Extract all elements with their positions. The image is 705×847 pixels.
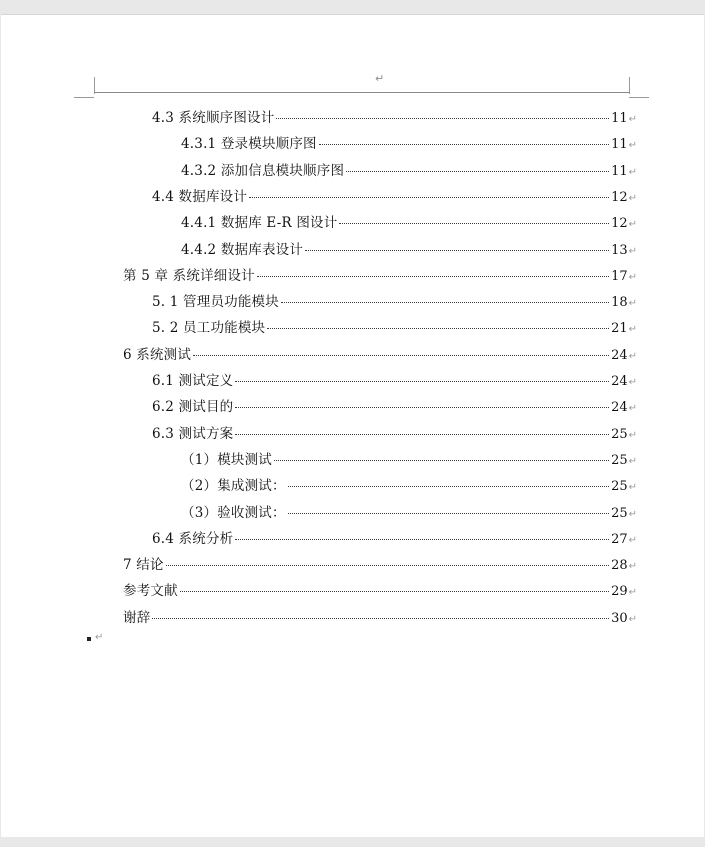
toc-entry-page-number: 18 xyxy=(611,295,628,311)
toc-entry-title: 谢辞 xyxy=(123,609,151,626)
toc-entry[interactable] xyxy=(181,474,637,495)
toc-dot-leader xyxy=(339,223,609,224)
toc-entry-title: （2）集成测试： xyxy=(181,478,286,495)
paragraph-mark: ↵ xyxy=(628,429,637,441)
toc-entry[interactable] xyxy=(181,448,637,466)
paragraph-mark: ↵ xyxy=(628,482,637,494)
toc-entry-title: 6.3 测试方案 xyxy=(152,425,234,442)
toc-entry-title: 第 5 章 系统详细设计 xyxy=(123,267,255,284)
toc-entry-title: 4.3 系统顺序图设计 xyxy=(152,110,275,126)
toc-entry-title: 4.4.1 数据库 E-R 图设计 xyxy=(181,215,338,232)
toc-entry-page-number: 24 xyxy=(611,374,628,389)
toc-entry-page-number: 24 xyxy=(611,347,628,363)
toc-entry-title: 6.4 系统分析 xyxy=(152,530,234,547)
paragraph-mark: ↵ xyxy=(628,271,637,283)
toc-entry[interactable] xyxy=(181,132,637,153)
header-paragraph-mark: ↵ xyxy=(375,72,385,85)
toc-dot-leader xyxy=(319,144,609,145)
toc-dot-leader xyxy=(235,434,609,435)
paragraph-mark: ↵ xyxy=(628,140,637,152)
toc-entry-title: （3）验收测试： xyxy=(181,504,286,521)
toc-entry[interactable] xyxy=(152,527,637,545)
toc-dot-leader xyxy=(267,328,609,329)
toc-entry-page-number: 25 xyxy=(611,452,628,468)
toc-entry-title: 6 系统测试 xyxy=(123,346,192,363)
toc-entry-title: 4.4 数据库设计 xyxy=(152,188,248,205)
paragraph-mark: ↵ xyxy=(628,455,637,467)
paragraph-mark: ↵ xyxy=(628,403,637,415)
paragraph-mark: ↵ xyxy=(628,324,637,336)
toc-dot-leader xyxy=(276,118,609,119)
toc-entry-page-number: 25 xyxy=(611,479,628,495)
header-border-line xyxy=(94,92,630,93)
paragraph-mark: ↵ xyxy=(628,114,637,125)
toc-dot-leader xyxy=(288,486,609,487)
toc-entry-page-number: 12 xyxy=(611,216,628,232)
toc-entry-page-number: 25 xyxy=(611,505,628,521)
paragraph-mark: ↵ xyxy=(628,245,637,257)
toc-entry-title: 4.4.2 数据库表设计 xyxy=(181,241,304,258)
paragraph-mark: ↵ xyxy=(628,613,637,625)
toc-entry-title: 4.3.2 添加信息模块顺序图 xyxy=(181,162,345,179)
toc-entry-title: 5. 2 员工功能模块 xyxy=(152,320,266,337)
toc-entry-page-number: 30 xyxy=(611,610,628,626)
toc-entry-title: 6.1 测试定义 xyxy=(152,373,234,389)
paragraph-mark: ↵ xyxy=(628,192,637,204)
bullet-square-icon xyxy=(87,637,91,641)
toc-entry-page-number: 12 xyxy=(611,189,628,205)
paragraph-mark: ↵ xyxy=(628,298,637,310)
toc-dot-leader xyxy=(235,539,609,540)
toc-dot-leader xyxy=(346,171,609,172)
paragraph-mark: ↵ xyxy=(628,166,637,178)
paragraph-mark: ↵ xyxy=(628,219,637,231)
toc-entry[interactable] xyxy=(152,369,637,387)
toc-entry-page-number: 21 xyxy=(611,321,628,337)
toc-dot-leader xyxy=(152,618,609,619)
toc-entry-title: 参考文献 xyxy=(123,583,178,600)
toc-entry[interactable] xyxy=(181,501,637,519)
toc-entry[interactable] xyxy=(152,316,637,337)
toc-entry-page-number: 29 xyxy=(611,584,628,600)
paragraph-mark: ↵ xyxy=(628,508,637,520)
toc-dot-leader xyxy=(281,302,609,303)
toc-entry[interactable] xyxy=(152,395,637,416)
paragraph-mark: ↵ xyxy=(628,534,637,546)
toc-entry[interactable] xyxy=(123,579,637,600)
toc-entry[interactable] xyxy=(181,211,637,232)
toc-dot-leader xyxy=(235,381,609,382)
toc-entry[interactable] xyxy=(152,290,637,311)
toc-entry-page-number: 11 xyxy=(611,111,628,126)
toc-entry[interactable] xyxy=(152,185,637,203)
toc-entry-page-number: 13 xyxy=(611,242,628,258)
end-paragraph-mark: ↵ xyxy=(95,632,104,643)
paragraph-mark: ↵ xyxy=(628,377,637,388)
toc-entry-page-number: 11 xyxy=(611,163,628,179)
toc-entry[interactable] xyxy=(123,606,637,624)
toc-dot-leader xyxy=(193,355,609,356)
toc-entry[interactable] xyxy=(181,159,637,177)
toc-dot-leader xyxy=(257,276,609,277)
toc-entry[interactable] xyxy=(181,238,637,256)
toc-dot-leader xyxy=(166,565,609,566)
header-margin-corner-right-h xyxy=(629,97,649,98)
toc-entry-page-number: 25 xyxy=(611,426,628,442)
toc-entry-page-number: 28 xyxy=(611,558,628,574)
toc-dot-leader xyxy=(288,513,609,514)
toc-dot-leader xyxy=(249,197,609,198)
document-page[interactable] xyxy=(1,14,704,837)
toc-dot-leader xyxy=(274,460,609,461)
toc-entry-title: （1）模块测试 xyxy=(181,451,272,468)
toc-dot-leader xyxy=(180,591,609,592)
toc-dot-leader xyxy=(305,250,609,251)
toc-entry-title: 5. 1 管理员功能模块 xyxy=(152,294,279,311)
toc-entry[interactable] xyxy=(123,553,637,574)
paragraph-mark: ↵ xyxy=(628,350,637,362)
toc-dot-leader xyxy=(235,407,609,408)
toc-entry[interactable] xyxy=(152,422,637,440)
toc-entry-title: 7 结论 xyxy=(123,557,164,574)
paragraph-mark: ↵ xyxy=(628,561,637,573)
toc-entry-page-number: 11 xyxy=(611,137,628,153)
toc-entry-page-number: 27 xyxy=(611,531,628,547)
toc-entry-title: 6.2 测试目的 xyxy=(152,399,234,416)
toc-entry-page-number: 17 xyxy=(611,268,628,284)
toc-entry[interactable] xyxy=(152,106,637,124)
toc-entry[interactable] xyxy=(123,343,637,361)
toc-entry[interactable] xyxy=(123,264,637,282)
header-margin-corner-left-h xyxy=(74,97,94,98)
paragraph-mark: ↵ xyxy=(628,587,637,599)
toc-entry-page-number: 24 xyxy=(611,400,628,416)
toc-entry-title: 4.3.1 登录模块顺序图 xyxy=(181,136,317,153)
